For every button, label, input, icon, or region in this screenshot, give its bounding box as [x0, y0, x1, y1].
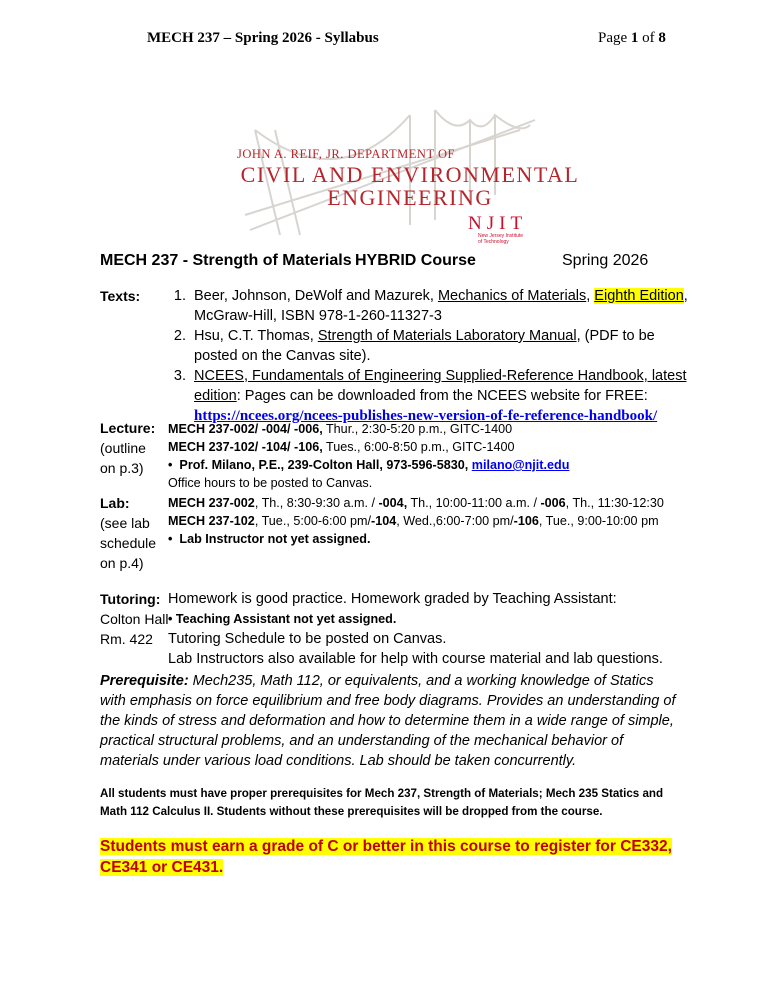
header-title: MECH 237 – Spring 2026 - Syllabus [147, 30, 379, 46]
logo-dept-line: JOHN A. REIF, JR. DEPARTMENT OF [237, 147, 455, 161]
tutoring-info: Homework is good practice. Homework graded by Teaching Assistant: • Teaching Assistant not yet assigned. Tutoring Schedule to be posted on Canvas. Lab Instructors also available for help with course material and lab questions. [168, 591, 663, 667]
texts-list [168, 286, 688, 426]
text-item: 3. NCEES, Fundamentals of Engineering Supplied-Reference Handbook, latest edition: Pages can be downloaded from the NCEES website for FREE: https://ncees.org/ncees-publishes-new-version-of-fe-reference-handbook/ [190, 366, 688, 426]
prerequisite-paragraph: Prerequisite: Mech235, Math 112, or equivalents, and a working knowledge of Statics with emphasis on force equilibrium and free body diagrams. Provides an understanding of the kinds of stress and deformation and how to determine them in a wide range of simple, practical structural problems, and an understanding of the mechanical behavior of materials under various load conditions. Lab should be taken concurrently. [100, 673, 676, 769]
lecture-label: Lecture: (outline on p.3) [100, 420, 156, 476]
course-term: Spring 2026 [562, 252, 649, 269]
department-logo [220, 95, 600, 245]
ncees-link[interactable]: https://ncees.org/ncees-publishes-new-version-of-fe-reference-handbook/ [194, 408, 658, 424]
course-type: HYBRID Course [355, 252, 476, 269]
tutoring-label: Tutoring: Colton Hall Rm. 422 [100, 591, 169, 647]
page-number: Page 1 of 8 [598, 30, 666, 46]
email-link[interactable]: milano@njit.edu [471, 458, 570, 472]
njit-logo: NJIT [468, 213, 528, 234]
text-item: 2. Hsu, C.T. Thomas, Strength of Materials Laboratory Manual, (PDF to be posted on the Canvas site). [190, 326, 688, 366]
course-title: MECH 237 - Strength of Materials [100, 252, 352, 269]
grade-requirement: Students must earn a grade of C or better in this course to register for CE332, CE341 or CE431. [100, 838, 672, 876]
lab-info: MECH 237-002, Th., 8:30-9:30 a.m. / -004, Th., 10:00-11:00 a.m. / -006, Th., 11:30-12:30 MECH 237-102, Tue., 5:00-6:00 pm/-104, Wed.,6:00-7:00 pm/-106, Tue., 9:00-10:00 pm • Lab Instructor not yet assigned. [168, 496, 664, 546]
njit-subtitle: New Jersey Institute of Technology [478, 233, 524, 245]
logo-civil-line: CIVIL AND ENVIRONMENTAL [240, 162, 580, 187]
text-item: 1. Beer, Johnson, DeWolf and Mazurek, Mechanics of Materials, Eighth Edition, McGraw-Hill, ISBN 978-1-260-11327-3 [190, 286, 688, 326]
logo-engineering-line: ENGINEERING [327, 185, 493, 210]
texts-label: Texts: [100, 288, 141, 304]
prerequisite-notice: All students must have proper prerequisites for Mech 237, Strength of Materials; Mech 235 Statics and Math 112 Calculus II. Students without these prerequisites will be dropped from the course. [100, 787, 664, 818]
lab-label: Lab: (see lab schedule on p.4) [100, 495, 157, 571]
lecture-info: MECH 237-002/ -004/ -006, Thur., 2:30-5:20 p.m., GITC-1400 MECH 237-102/ -104/ -106, Tues., 6:00-8:50 p.m., GITC-1400 • Prof. Milano, P.E., 239-Colton Hall, 973-596-5830, milano@njit.edu Office hours to be posted to Canvas. [168, 422, 570, 490]
